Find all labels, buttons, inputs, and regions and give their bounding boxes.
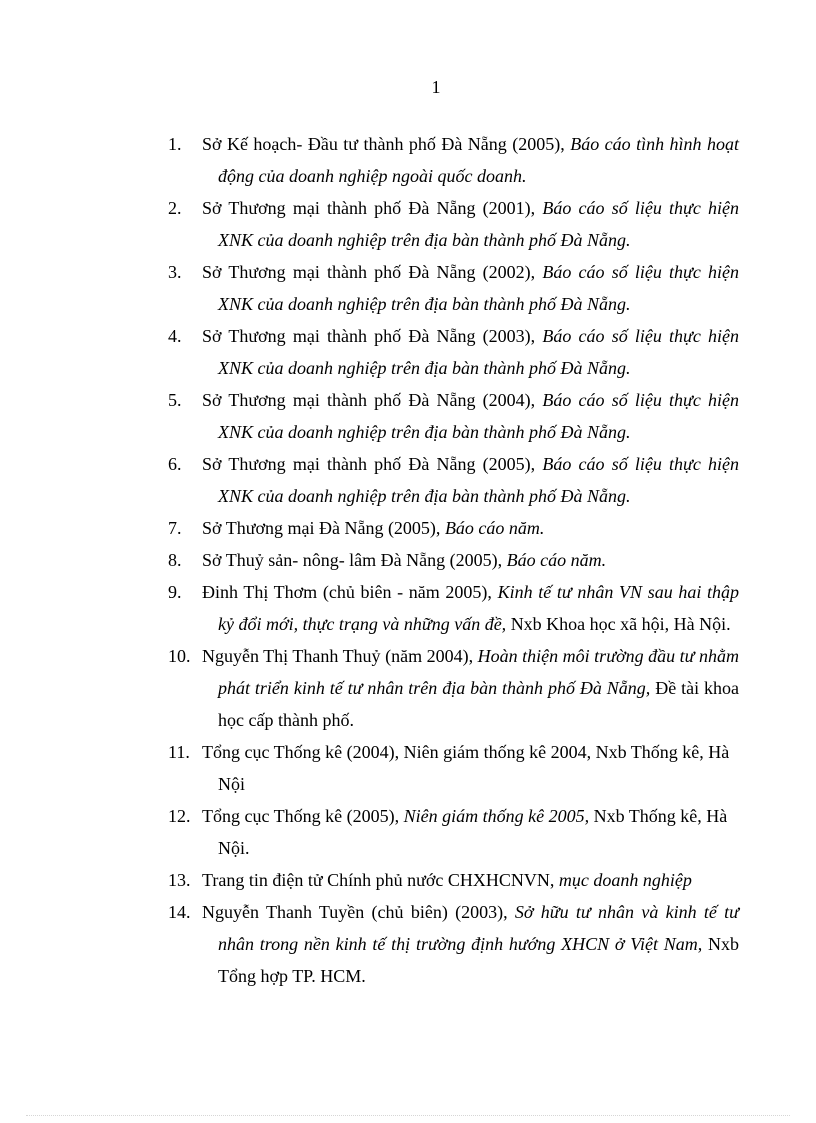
reference-title: Kinh tế tư nhân VN sau hai thập kỷ đổi mới, thực trạng và những vấn đề,	[218, 582, 740, 634]
reference-number: 6.	[168, 454, 182, 474]
reference-number: 4.	[168, 326, 182, 346]
reference-author: Sở Thương mại thành phố Đà Nẵng (2004),	[202, 390, 536, 410]
reference-author: Trang tin điện tử Chính phủ nước CHXHCNVN,	[202, 870, 555, 890]
page-bottom-rule	[26, 1115, 790, 1116]
reference-title: Báo cáo số liệu thực hiện XNK của doanh nghiệp trên địa bàn thành phố Đà Nẵng.	[218, 326, 740, 378]
reference-author: Tổng cục Thống kê (2005),	[202, 806, 400, 826]
reference-number: 10.	[168, 646, 191, 666]
reference-item	[134, 256, 739, 320]
reference-publisher: Nxb Khoa học xã hội, Hà Nội.	[510, 614, 731, 634]
reference-publisher: Nxb Tổng hợp TP. HCM.	[218, 934, 740, 986]
reference-author: Sở Thương mại Đà Nẵng (2005),	[202, 518, 441, 538]
reference-list	[134, 128, 739, 992]
reference-item	[134, 544, 739, 576]
reference-number: 8.	[168, 550, 182, 570]
reference-title: Báo cáo năm.	[444, 518, 545, 538]
reference-author: Sở Thương mại thành phố Đà Nẵng (2005),	[202, 454, 536, 474]
reference-author: Sở Thương mại thành phố Đà Nẵng (2001),	[202, 198, 536, 218]
reference-number: 5.	[168, 390, 182, 410]
reference-item	[134, 576, 739, 640]
reference-author: Sở Thương mại thành phố Đà Nẵng (2002),	[202, 262, 536, 282]
reference-item	[134, 448, 739, 512]
reference-title: Báo cáo tình hình hoạt động của doanh nghiệp ngoài quốc doanh.	[218, 134, 739, 186]
reference-title: Sở hữu tư nhân và kinh tế tư nhân trong nền kinh tế thị trường định hướng XHCN ở Việt Nam,	[218, 902, 739, 954]
reference-number: 7.	[168, 518, 182, 538]
reference-item	[134, 128, 739, 192]
reference-author: Nguyễn Thị Thanh Thuỷ (năm 2004),	[202, 646, 474, 666]
reference-number: 11.	[168, 742, 190, 762]
reference-author: Tổng cục Thống kê (2004), Niên giám thống kê 2004, Nxb Thống kê, Hà Nội	[202, 742, 730, 794]
reference-number: 13.	[168, 870, 191, 890]
reference-title: Báo cáo số liệu thực hiện XNK của doanh nghiệp trên địa bàn thành phố Đà Nẵng.	[218, 262, 740, 314]
reference-title: Hoàn thiện môi trường đầu tư nhằm phát triển kinh tế tư nhân trên địa bàn thành phố Đà Nẵng,	[218, 646, 740, 698]
reference-title: Báo cáo số liệu thực hiện XNK của doanh nghiệp trên địa bàn thành phố Đà Nẵng.	[218, 390, 740, 442]
reference-title: Báo cáo số liệu thực hiện XNK của doanh nghiệp trên địa bàn thành phố Đà Nẵng.	[218, 454, 740, 506]
reference-item	[134, 736, 739, 800]
reference-item	[134, 800, 739, 864]
reference-item	[134, 896, 739, 992]
reference-title: Báo cáo số liệu thực hiện XNK của doanh nghiệp trên địa bàn thành phố Đà Nẵng.	[218, 198, 740, 250]
reference-item	[134, 384, 739, 448]
reference-author: Nguyễn Thanh Tuyền (chủ biên) (2003),	[202, 902, 508, 922]
reference-author: Sở Kế hoạch- Đầu tư thành phố Đà Nẵng (2005),	[202, 134, 565, 154]
reference-item	[134, 864, 739, 896]
reference-number: 1.	[168, 134, 182, 154]
reference-item	[134, 192, 739, 256]
reference-number: 9.	[168, 582, 182, 602]
reference-author: Đinh Thị Thơm (chủ biên - năm 2005),	[202, 582, 492, 602]
reference-title: Báo cáo năm.	[506, 550, 607, 570]
reference-number: 3.	[168, 262, 182, 282]
reference-title: Niên giám thống kê 2005,	[403, 806, 590, 826]
reference-author: Sở Thuỷ sản- nông- lâm Đà Nẵng (2005),	[202, 550, 503, 570]
page-number: 1	[431, 77, 441, 97]
reference-title: mục doanh nghiệp	[558, 870, 692, 890]
reference-publisher: Đề tài khoa học cấp thành phố.	[218, 678, 740, 730]
reference-author: Sở Thương mại thành phố Đà Nẵng (2003),	[202, 326, 536, 346]
reference-number: 14.	[168, 902, 191, 922]
reference-item	[134, 640, 739, 736]
reference-publisher: Nxb Thống kê, Hà Nội.	[218, 806, 728, 858]
reference-item	[134, 512, 739, 544]
reference-number: 2.	[168, 198, 182, 218]
reference-item	[134, 320, 739, 384]
reference-number: 12.	[168, 806, 191, 826]
